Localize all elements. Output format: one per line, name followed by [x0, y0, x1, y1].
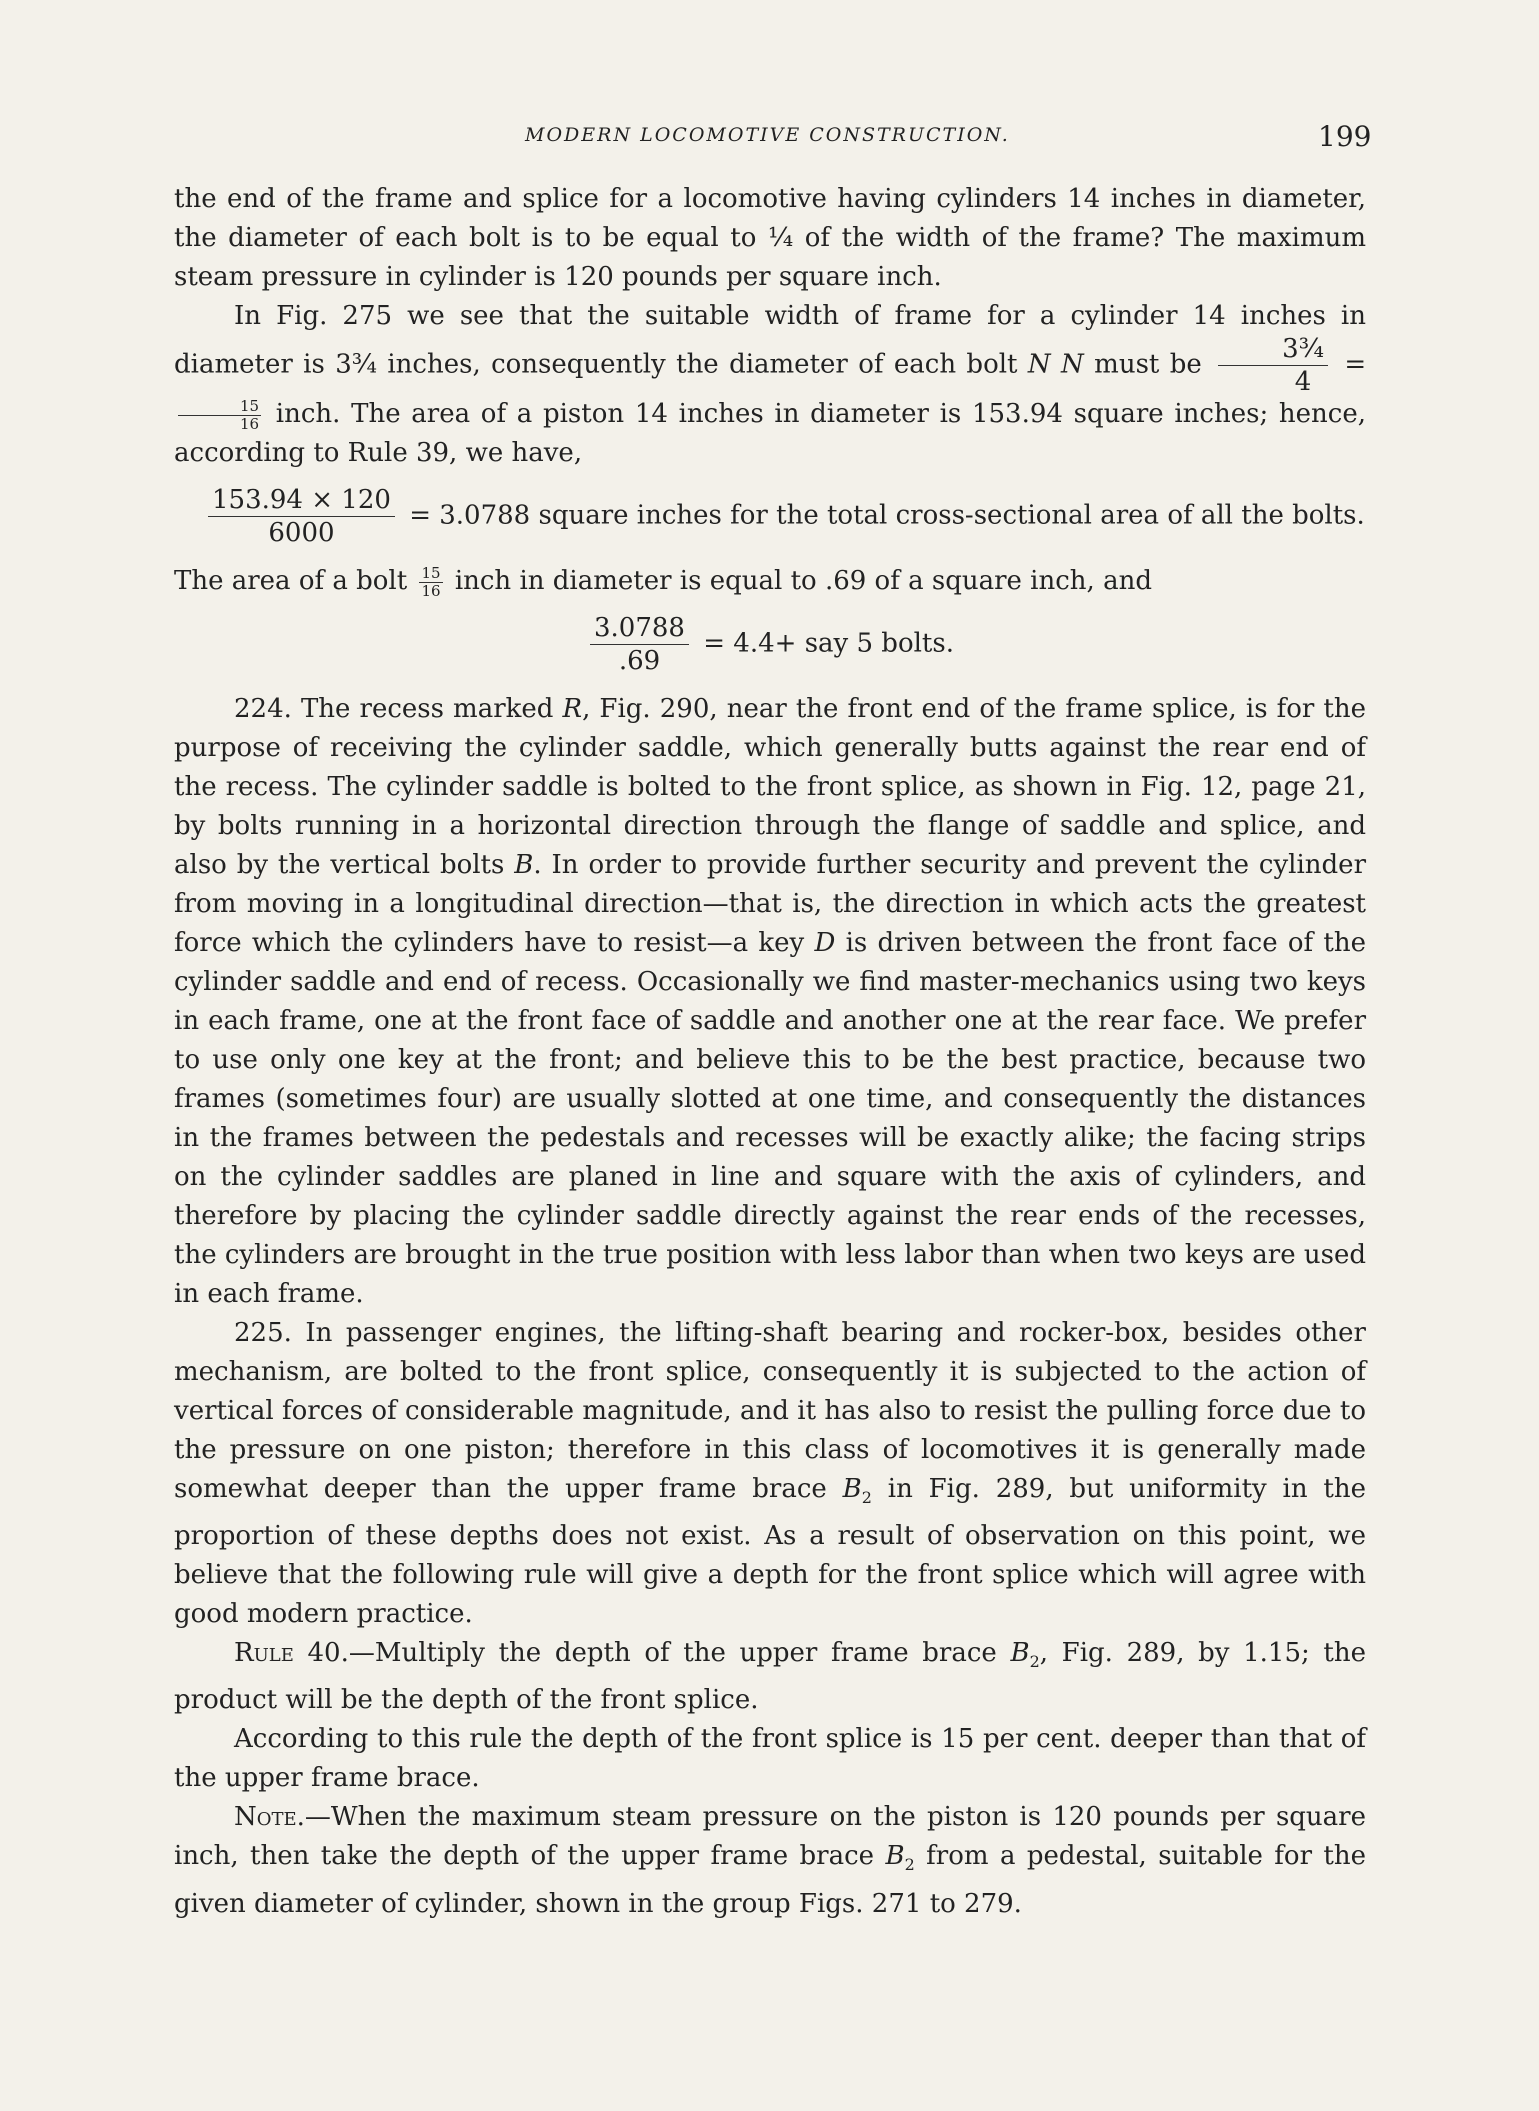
page-header — [0, 120, 1539, 156]
formula-fraction: $\frac{153.94 \times 120}{6000}$ — [208, 487, 395, 546]
page-body — [174, 180, 1366, 1924]
formula-bolt-count: $\frac{3.0788}{.69}$ = 4.4+ say 5 bolts. — [174, 615, 1366, 674]
formula-fraction: $\frac{3.0788}{.69}$ — [590, 615, 689, 674]
formula-total-bolt-area: $\frac{153.94 \times 120}{6000}$ = 3.0788 square inches for the total cross-sectional area of all the bolts. — [174, 487, 1366, 546]
paragraph-225: 225. In passenger engines, the lifting-shaft bearing and rocker-box, besides other mechanism, are bolted to the front splice, consequently it is subjected to the action of vertical forces of considerable magnitude, and it has also to resist the pulling force due to the pressure on one piston; therefore in this class of locomotives it is generally made somewhat deeper than the upper frame brace $B_2$ in Fig. 289, but uniformity in the proportion of these depths does not exist. As a result of observation on this point, we believe that the following rule will give a depth for the front splice which will agree with good modern practice. — [174, 1318, 1367, 1630]
rule-40: Rule 40.—Multiply the depth of the upper frame brace $B_2$, Fig. 289, by 1.15; the product will be the depth of the front splice. — [174, 1638, 1367, 1716]
fraction-fifteen-sixteenths: $\frac{15}{16}$ — [178, 399, 261, 432]
frame-width-value: 3¾ — [335, 349, 377, 380]
fraction-fifteen-sixteenths: $\frac{15}{16}$ — [421, 563, 441, 600]
bolt-diameter-fraction: $\frac{\text{3¾}}{4}$ — [1218, 336, 1328, 395]
note-paragraph: Note.—When the maximum steam pressure on the piston is 120 pounds per square inch, then take the depth of the upper frame brace $B_2$ from a pedestal, suitable for the given diameter of cylinder, shown in the group Figs. 271 to 279. — [174, 1802, 1367, 1919]
page-number: 199 — [1318, 120, 1372, 153]
paragraph-rule-explanation: According to this rule the depth of the front splice is 15 per cent. deeper than that of the upper frame brace. — [174, 1724, 1366, 1794]
paragraph-bolt-area: The area of a bolt $\frac{15}{16}$ inch in diameter is equal to .69 of a square inch, and — [174, 563, 1152, 600]
paragraph-question: the end of the frame and splice for a locomotive having cylinders 14 inches in diameter, the diameter of each bolt is to be equal to ¼ of the width of the frame? The maximum steam pressure in cylinder is 120 pounds per square inch. — [174, 184, 1366, 292]
paragraph-224: 224. The recess marked R, Fig. 290, near the front end of the frame splice, is for the purpose of receiving the cylinder saddle, which generally butts against the rear end of the recess. The cylinder saddle is bolted to the front splice, as shown in Fig. 12, page 21, by bolts running in a horizontal direction through the flange of saddle and splice, and also by the vertical bolts B. In order to provide further security and prevent the cylinder from moving in a longitudinal direction—that is, the direction in which acts the greatest force which the cylinders have to resist—a key D is driven between the front face of the cylinder saddle and end of recess. Occasionally we find master-mechanics using two keys in each frame, one at the front face of saddle and another one at the rear face. We prefer to use only one key at the front; and believe this to be the best practice, because two frames (sometimes four) are usually slotted at one time, and consequently the distances in the frames between the pedestals and recesses will be exactly alike; the facing strips on the cylinder saddles are planed in line and square with the axis of cylinders, and therefore by placing the cylinder saddle directly against the rear ends of the recesses, the cylinders are brought in the true position with less labor than when two keys are used in each frame. — [174, 694, 1367, 1309]
paragraph-fig-275: In Fig. 275 we see that the suitable width of frame for a cylinder 14 inches in diameter is 3¾ inches, consequently the diameter of each bolt N N must be $\frac{\text{3¾}}{4}$ = $\frac{15}{16}$ inch. The area of a piston 14 inches in diameter is 153.94 square inches; hence, according to Rule 39, we have, — [174, 301, 1367, 468]
fraction-quarter: ¼ — [767, 223, 794, 253]
bolt-label: N N — [1027, 349, 1084, 380]
running-head: MODERN LOCOMOTIVE CONSTRUCTION. — [525, 124, 1010, 146]
